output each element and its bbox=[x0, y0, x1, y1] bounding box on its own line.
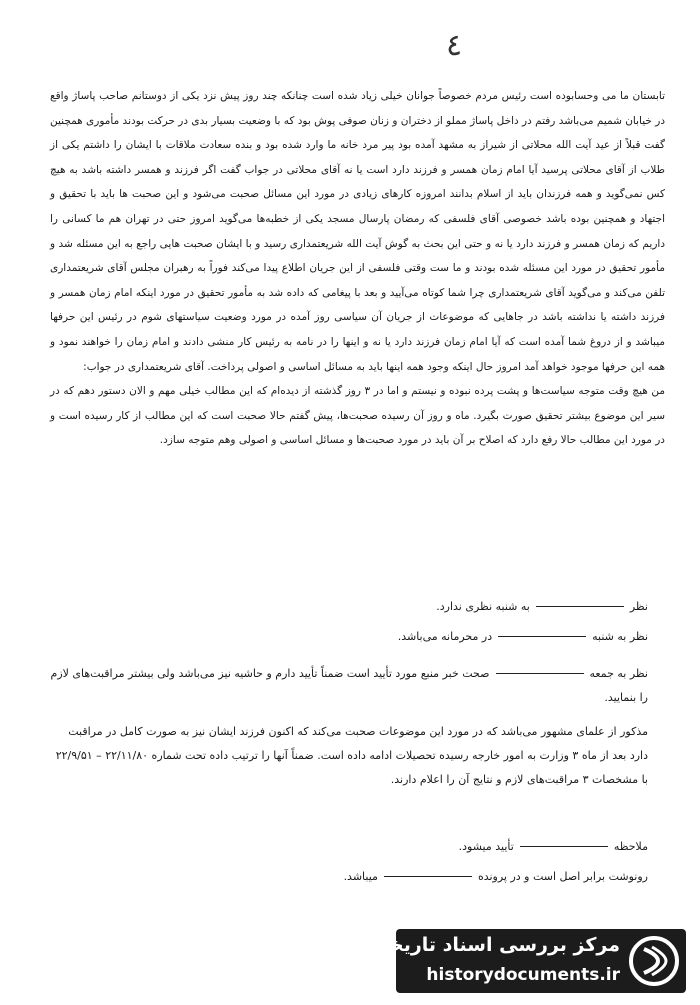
note-line-3 bbox=[48, 662, 648, 710]
note-line-5 bbox=[459, 840, 648, 853]
note-text: صحت خبر منبع مورد تأیید است ضمناً تأیید دارم و حاشیه نیز می‌باشد ولی بیشتر مراقبت‌های لازم را بنمایید. bbox=[50, 667, 648, 704]
note-text: در محرمانه می‌باشد. bbox=[397, 630, 493, 643]
watermark-url: historydocuments.ir bbox=[426, 965, 620, 985]
note-line-4 bbox=[48, 720, 648, 792]
watermark-title: مرکز بررسی اسناد تاریخی bbox=[370, 934, 620, 956]
note-label: نظر به جمعه bbox=[589, 667, 648, 680]
note-line-1 bbox=[436, 600, 648, 613]
note-line-6 bbox=[344, 870, 648, 883]
note-line-2 bbox=[398, 630, 648, 643]
page-number: ٤ bbox=[446, 28, 463, 63]
note-label: نظر bbox=[629, 600, 648, 613]
archive-logo-icon bbox=[628, 935, 680, 987]
paragraph-1: تابستان ما می وحسابوده است رئیس مردم خصوصاً جوانان خیلی زیاد شده است چنانکه چند روز پیش نزد یکی از دوستانم صاحب پاساژ واقع در خیابان شمیم می‌باشد رفتم در داخل پاساژ مملو از دختران و زنان صوفی پوش بود که با وضعیت بسیار بدی در حرکت بودند مأموری همچنین گفت قبلاً از عید آیت الله محلاتی از شیراز به مشهد آمده بود پیر مرد خانه ما وارد شده بود و بنده سعادت ملاقات با ایشان را داشتم یکی از طلاب از آقای محلاتی پرسید آیا امام زمان همسر و فرزند دارد است یا نه آقای محلاتی در جواب گفت اگر فرزند و همسر داشته باشد به هیچ کس نمی‌گوید و همه فرزندان باید از اسلام بدانند امروزه کارهای زیادی در مورد این مسائل صحبت می‌شود و این صحبت ها باید با تحقیق و اجتهاد و همچنین بوده باشد خصوصی آقای فلسفی که رمضان پارسال مسجد یکی از خطبه‌ها می‌گوید امروز حتی در تهران هم ما کسانی را داریم که زمان همسر و فرزند دارد یا نه و حتی این بحث به گوش آیت الله شریعتمداری رسید و با ایشان صحبت هایی راجع به این مسئله شد و مأمور تحقیق در مورد این مسئله شده بودند و ما ست وقتی فلسفی از این جریان اطلاع پیدا می‌کند فوراً به رهبران مجلس آقای شریعتمداری تلفن می‌کند و می‌گوید آقای شریعتمداری چرا شما کوتاه می‌آیید و بعد با پیغامی که داده شد به مأمور تحقیق در مورد اینکه امام زمان همسر و فرزند داشته یا نداشته باشد در جاهایی که موضوعات از جریان آن سیاسی روز آمده در مورد وضعیت سیاستهای شوم در رئیس این حرفها میباشد و از دروغ شما آمده است که آیا امام زمان فرزند دارد یا نه و اینها را در نامه به رئیس کار منشی دادند و امام زمان را خواهند نمود و همه این حرفها موجود خواهد آمد امروز حال اینکه وجود همه اینها باید به مسائل اساسی و اصولی پرداخت. آقای شریعتمداری در جواب: bbox=[50, 90, 665, 373]
note-label: رونوشت برابر اصل است و در پرونده bbox=[477, 870, 648, 883]
note-text: به شنبه نظری ندارد. bbox=[436, 600, 530, 613]
note-text: تأیید میشود. bbox=[458, 840, 514, 853]
underline-dash bbox=[384, 876, 472, 877]
document-body bbox=[50, 84, 665, 453]
note-text: میباشد. bbox=[343, 870, 378, 883]
underline-dash bbox=[498, 636, 586, 637]
underline-dash bbox=[536, 606, 624, 607]
underline-dash bbox=[520, 846, 608, 847]
note-label: نظر به شنبه bbox=[592, 630, 648, 643]
note-label: ملاحظه bbox=[613, 840, 648, 853]
watermark-banner bbox=[370, 929, 686, 993]
underline-dash bbox=[496, 673, 584, 674]
paragraph-2: من هیچ وقت متوجه سیاست‌ها و پشت پرده نبوده و نیستم و اما در ۳ روز گذشته از دیده‌ام که این مطالب خیلی مهم و الان دستور دهم که در سیر این موضوع بیشتر تحقیق صورت بگیرد. ماه و روز آن رسیده صحبت‌ها، پیش گفتم حالا صحبت است که این مطالب از کار رسیده است و در مورد این مطالب حالا رفع دارد که اصلاح بر آن باید در مورد صحبت‌ها و مسائل اساسی و اصولی وهم متوجه سازد. bbox=[50, 385, 665, 447]
note-text: مذکور از علمای مشهور می‌باشد که در مورد این موضوعات صحبت می‌کند که اکنون فرزند ایشان نیز به صورت کامل در مراقبت دارد بعد از ماه ۳ وزارت به امور خارجه رسیده تحصیلات ادامه داده است. ضمناً آنها را ترتیب داده تحت شماره ۲۲/۱۱/۸۰ – ۲۲/۹/۵۱ با مشخصات ۳ مراقبت‌های لازم و نتایج آن را اعلام دارند. bbox=[55, 725, 648, 786]
